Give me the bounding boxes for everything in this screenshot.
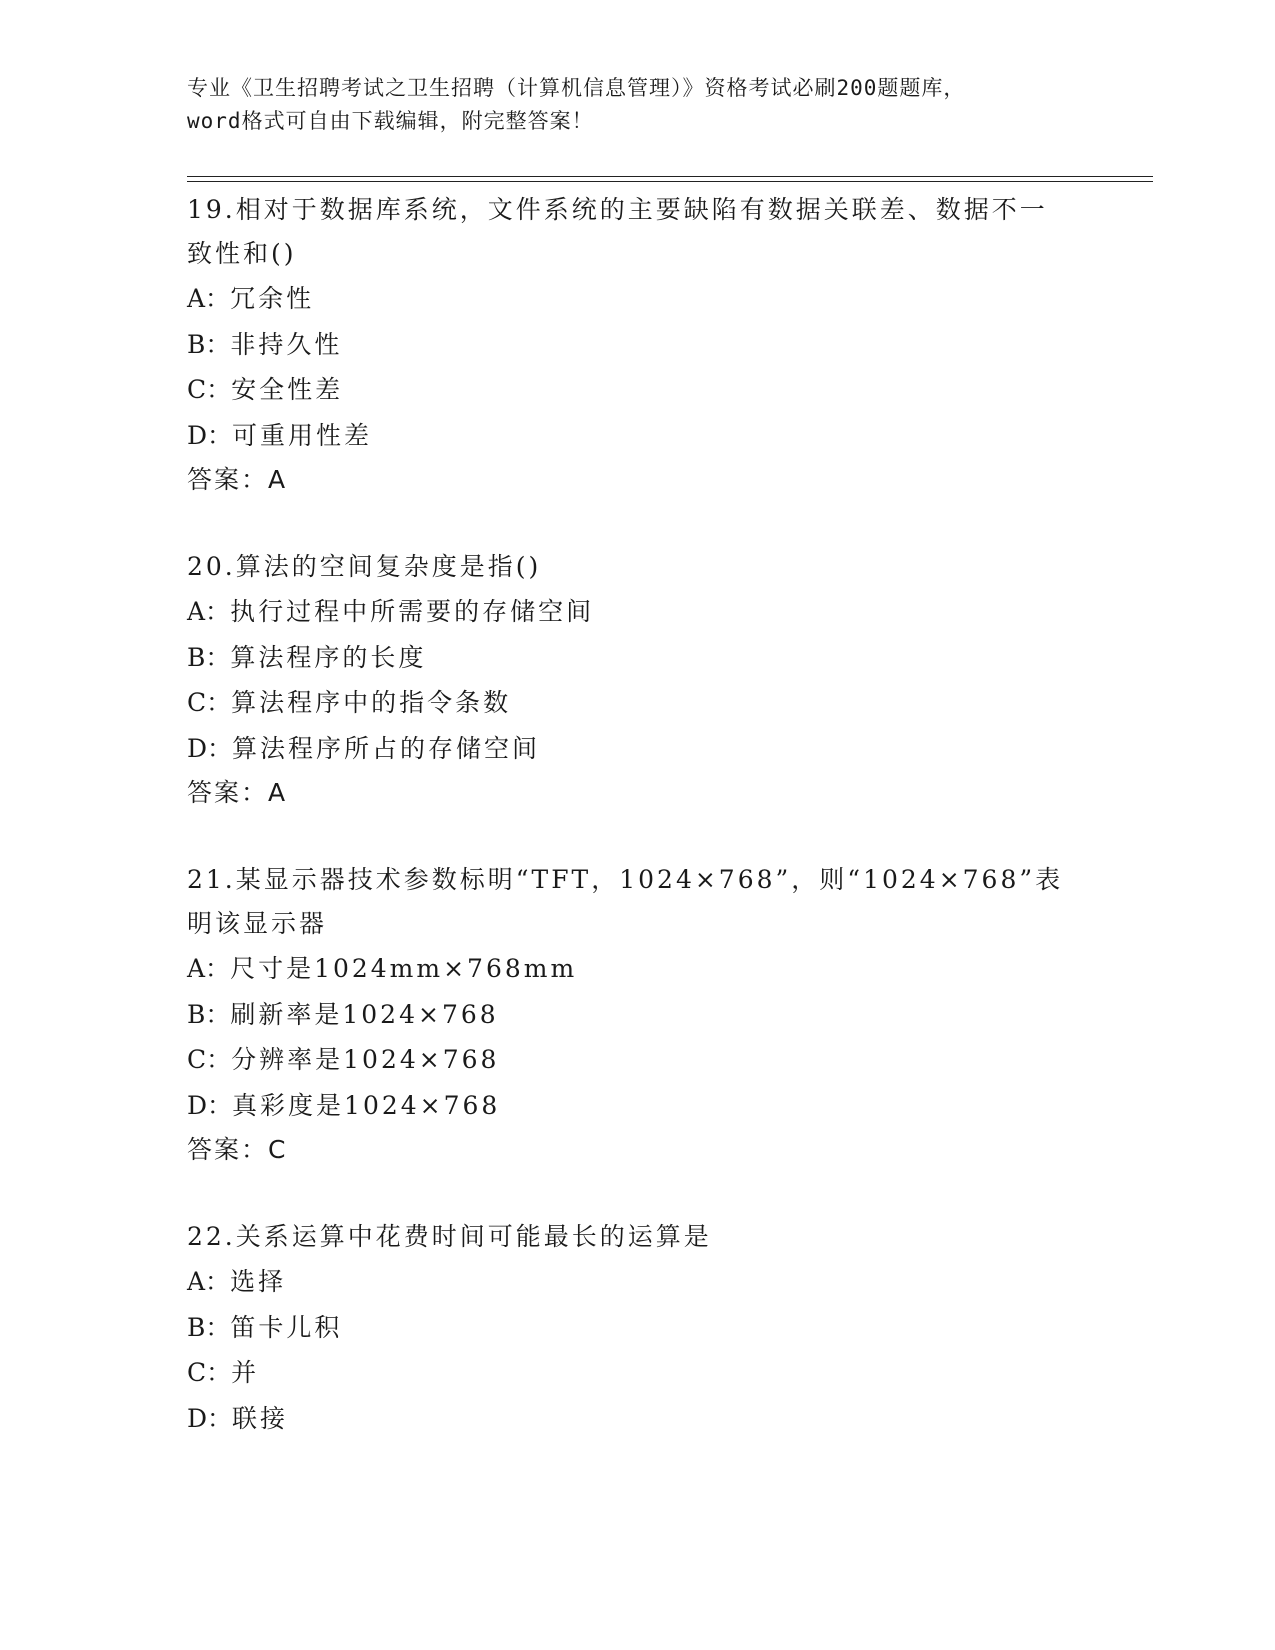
option-text: 联接 — [232, 1403, 289, 1433]
option-text: 算法程序的长度 — [230, 642, 427, 672]
option-key: B： — [187, 1312, 231, 1342]
answer-label: 答案：A — [187, 778, 288, 807]
question-stem — [187, 858, 1087, 946]
question-stem-line-1: 22.关系运算中花费时间可能最长的运算是 — [187, 1222, 712, 1251]
answer-label: 答案：A — [187, 465, 288, 494]
option-text: 算法程序所占的存储空间 — [232, 733, 541, 763]
option-text: 分辨率是1024×768 — [231, 1045, 500, 1074]
option-key: C： — [187, 375, 232, 404]
option-c — [187, 367, 1087, 413]
option-b — [187, 635, 1087, 681]
question-stem-line-2: 明该显示器 — [187, 909, 328, 938]
option-a — [187, 589, 1087, 635]
option-key: B： — [187, 999, 231, 1029]
document-header — [187, 72, 1107, 138]
option-key: D： — [187, 1090, 233, 1120]
header-line-1: 专业《卫生招聘考试之卫生招聘（计算机信息管理）》资格考试必刷200题题库， — [187, 76, 966, 100]
question-stem-line-1: 20.算法的空间复杂度是指() — [187, 552, 542, 581]
option-key: A： — [187, 954, 231, 983]
question-stem — [187, 545, 1087, 589]
header-divider-bottom — [187, 181, 1153, 182]
question-20 — [187, 545, 1087, 815]
header-line-2: word格式可自由下载编辑，附完整答案！ — [187, 109, 594, 133]
option-key: A： — [187, 1267, 231, 1296]
option-c — [187, 1350, 1087, 1396]
option-text: 尺寸是1024mm×768mm — [230, 954, 578, 983]
option-a — [187, 276, 1087, 322]
question-stem-line-2: 致性和() — [187, 239, 297, 268]
option-key: D： — [187, 733, 233, 763]
option-key: C： — [187, 1358, 232, 1387]
option-text: 算法程序中的指令条数 — [231, 688, 512, 717]
option-c — [187, 1037, 1087, 1083]
option-text: 冗余性 — [230, 284, 315, 313]
question-stem-line-1: 21.某显示器技术参数标明“TFT，1024×768”，则“1024×768”表 — [187, 865, 1064, 894]
option-key: C： — [187, 688, 232, 717]
question-stem — [187, 188, 1087, 276]
option-key: A： — [187, 597, 231, 626]
answer-label: 答案：C — [187, 1135, 288, 1164]
option-text: 真彩度是1024×768 — [232, 1090, 501, 1120]
option-c — [187, 680, 1087, 726]
option-text: 非持久性 — [230, 329, 343, 359]
question-stem-line-1: 19.相对于数据库系统，文件系统的主要缺陷有数据关联差、数据不一 — [187, 195, 1048, 224]
question-21 — [187, 858, 1087, 1172]
header-divider-top — [187, 176, 1153, 177]
option-text: 可重用性差 — [232, 420, 373, 450]
option-key: D： — [187, 420, 233, 450]
question-19 — [187, 188, 1087, 502]
option-a — [187, 1259, 1087, 1305]
option-d — [187, 1396, 1087, 1442]
question-stem — [187, 1215, 1087, 1259]
question-22 — [187, 1215, 1087, 1441]
option-key: B： — [187, 642, 231, 672]
question-list — [187, 188, 1087, 1441]
option-text: 并 — [231, 1358, 260, 1387]
option-key: B： — [187, 329, 231, 359]
option-b — [187, 1305, 1087, 1351]
option-key: A： — [187, 284, 231, 313]
option-text: 安全性差 — [231, 375, 344, 404]
option-key: D： — [187, 1403, 233, 1433]
option-text: 刷新率是1024×768 — [230, 999, 499, 1029]
option-text: 选择 — [230, 1267, 287, 1296]
option-key: C： — [187, 1045, 232, 1074]
option-b — [187, 322, 1087, 368]
option-d — [187, 1083, 1087, 1129]
option-d — [187, 726, 1087, 772]
option-a — [187, 946, 1087, 992]
option-b — [187, 992, 1087, 1038]
option-text: 笛卡儿积 — [230, 1312, 343, 1342]
option-text: 执行过程中所需要的存储空间 — [230, 597, 595, 626]
option-d — [187, 413, 1087, 459]
